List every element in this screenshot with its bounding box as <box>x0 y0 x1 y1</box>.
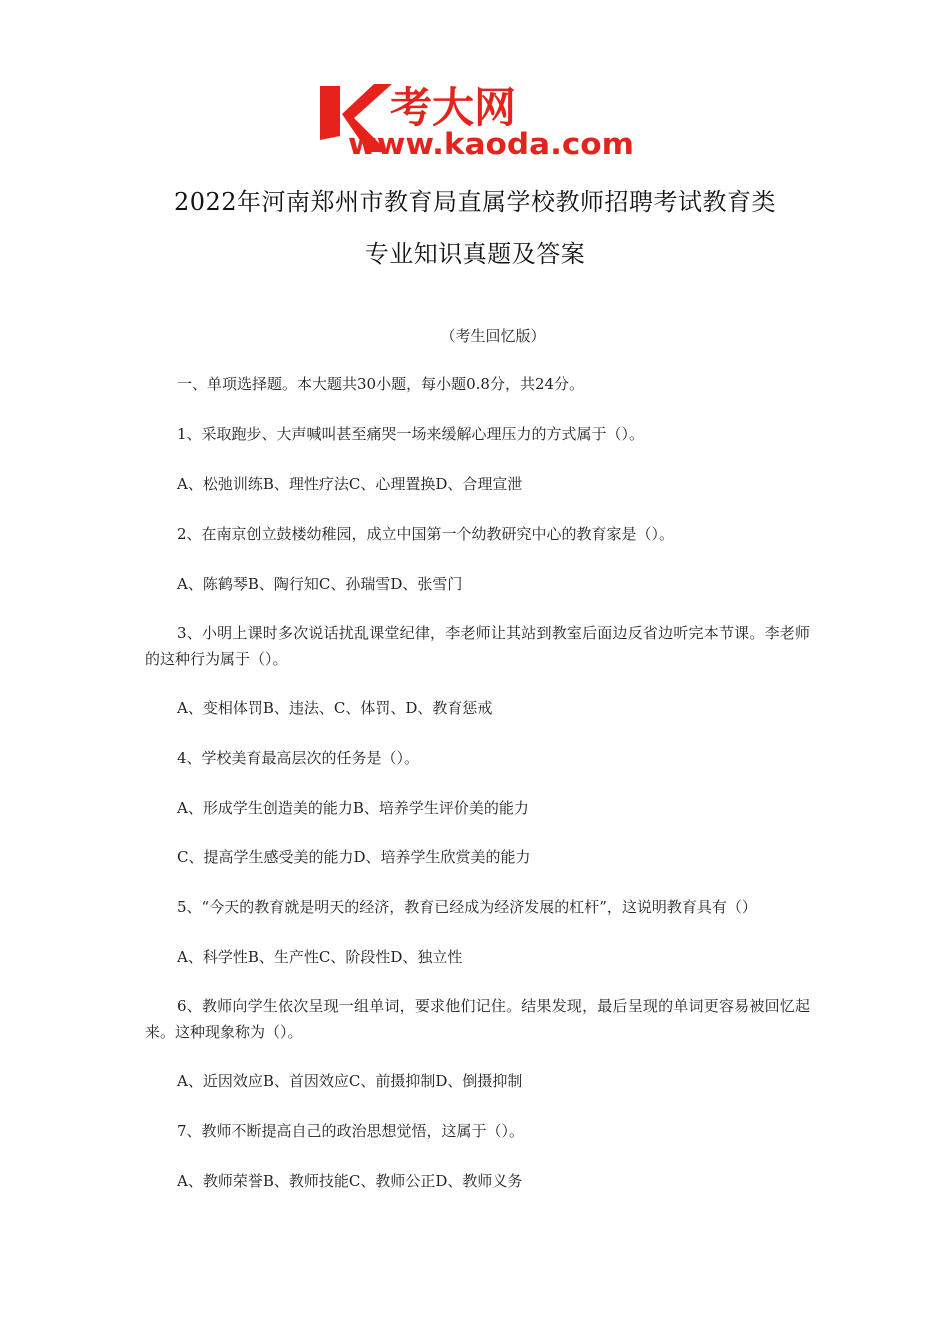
question-4-options-1: A、形成学生创造美的能力B、培养学生评价美的能力 <box>177 799 529 817</box>
document-subtitle: （考生回忆版） <box>440 327 546 345</box>
section-heading: 一、单项选择题。本大题共30小题，每小题0.8分，共24分。 <box>177 375 585 393</box>
question-2-options: A、陈鹤琴B、陶行知C、孙瑞雪D、张雪门 <box>177 575 463 593</box>
question-5: 5、“今天的教育就是明天的经济，教育已经成为经济发展的杠杆”，这说明教育具有（） <box>177 898 757 916</box>
document-title-line-2: 专业知识真题及答案 <box>364 240 586 268</box>
document-title-line-1: 2022年河南郑州市教育局直属学校教师招聘考试教育类 <box>173 188 777 216</box>
kaoda-logo <box>318 78 638 160</box>
question-4-options-2: C、提高学生感受美的能力D、培养学生欣赏美的能力 <box>177 848 531 866</box>
logo-url-text: www.kaoda.com <box>348 127 634 160</box>
question-5-options: A、科学性B、生产性C、阶段性D、独立性 <box>177 948 463 966</box>
question-7: 7、教师不断提高自己的政治思想觉悟，这属于（）。 <box>177 1122 525 1140</box>
question-1-options: A、松弛训练B、理性疗法C、心理置换D、合理宣泄 <box>177 475 523 493</box>
question-6: 6、教师向学生依次呈现一组单词，要求他们记住。结果发现，最后呈现的单词更容易被回忆起来。这种现象称为（）。 <box>145 997 810 1041</box>
question-3-options: A、变相体罚B、违法、C、体罚、D、教育惩戒 <box>177 699 493 717</box>
question-1: 1、采取跑步、大声喊叫甚至痛哭一场来缓解心理压力的方式属于（）。 <box>177 425 645 443</box>
question-3: 3、小明上课时多次说话扰乱课堂纪律，李老师让其站到教室后面边反省边听完本节课。李老师的这种行为属于（）。 <box>145 624 810 668</box>
question-7-options: A、教师荣誉B、教师技能C、教师公正D、教师义务 <box>177 1172 523 1190</box>
question-6-options: A、近因效应B、首因效应C、前摄抑制D、倒摄抑制 <box>177 1072 523 1090</box>
question-2: 2、在南京创立鼓楼幼稚园，成立中国第一个幼教研究中心的教育家是（）。 <box>177 525 675 543</box>
question-4: 4、学校美育最高层次的任务是（）。 <box>177 749 420 767</box>
logo-brand-text: 考大网 <box>390 83 517 132</box>
